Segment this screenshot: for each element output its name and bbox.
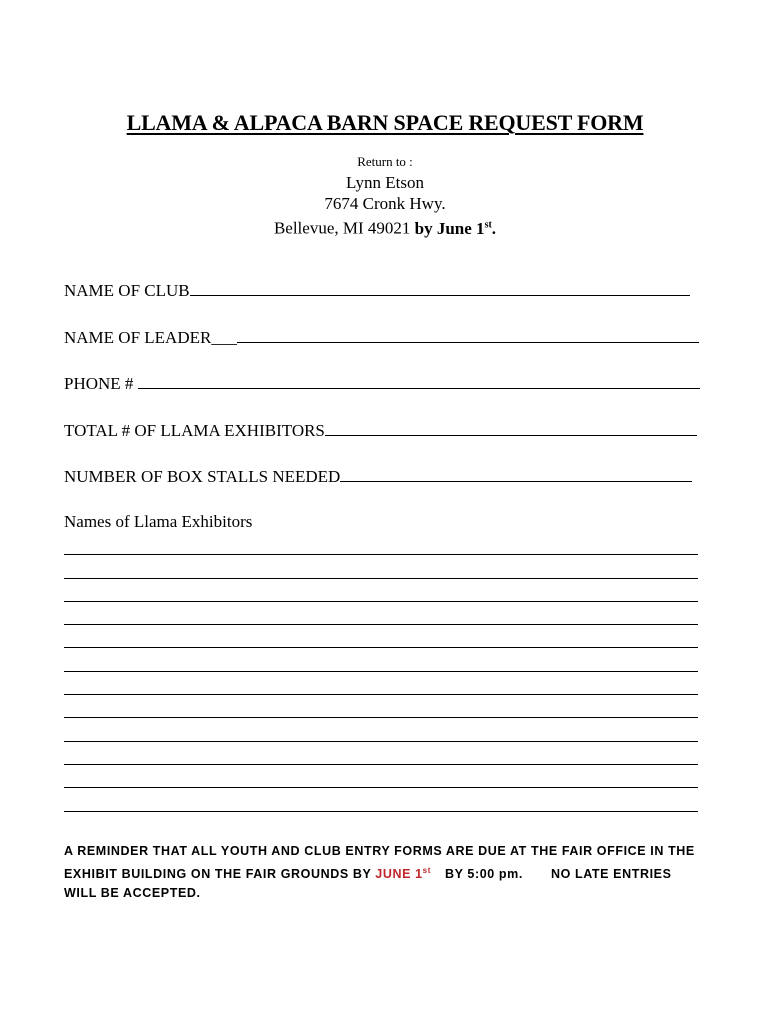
- exhibitor-name-line[interactable]: [64, 625, 698, 648]
- reminder-no-late: NO LATE ENTRIES WILL BE ACCEPTED.: [64, 867, 672, 901]
- return-to-label: Return to :: [357, 154, 413, 169]
- exhibitor-name-lines: [64, 532, 698, 812]
- exhibitor-name-line[interactable]: [64, 742, 698, 765]
- box-stalls-field[interactable]: [64, 466, 692, 487]
- leader-name-input-line[interactable]: [237, 327, 699, 343]
- exhibitor-name-line[interactable]: [64, 672, 698, 695]
- exhibitor-name-line[interactable]: [64, 718, 698, 741]
- exhibitor-name-line[interactable]: [64, 765, 698, 788]
- exhibitor-name-line[interactable]: [64, 648, 698, 671]
- total-exhibitors-input-line[interactable]: [325, 420, 697, 436]
- address-street: 7674 Cronk Hwy.: [324, 194, 446, 213]
- exhibitor-name-line[interactable]: [64, 788, 698, 811]
- reminder-date: JUNE 1st: [375, 866, 431, 882]
- box-stalls-label: NUMBER OF BOX STALLS NEEDED: [64, 467, 341, 486]
- club-name-input-line[interactable]: [190, 280, 690, 296]
- reminder-text: A REMINDER THAT ALL YOUTH AND CLUB ENTRY FORMS ARE DUE AT THE FAIR OFFICE IN THE EXHIBIT BUILDING ON THE FAIR GROUNDS BY: [64, 844, 695, 882]
- exhibitor-name-line[interactable]: [64, 602, 698, 625]
- total-exhibitors-field[interactable]: [64, 420, 697, 441]
- exhibitor-name-line[interactable]: [64, 555, 698, 578]
- box-stalls-input-line[interactable]: [340, 466, 692, 482]
- address-city: Bellevue, MI 49021: [273, 218, 411, 238]
- phone-input-line[interactable]: [138, 373, 700, 389]
- total-exhibitors-label: TOTAL # OF LLAMA EXHIBITORS: [64, 421, 325, 440]
- address-city-deadline: [0, 214, 770, 239]
- form-title: LLAMA & ALPACA BARN SPACE REQUEST FORM: [126, 110, 644, 135]
- phone-label: PHONE #: [64, 374, 134, 393]
- leader-name-label: NAME OF LEADER: [64, 328, 212, 347]
- club-name-label: NAME OF CLUB: [64, 281, 190, 300]
- exhibitor-name-line[interactable]: [64, 695, 698, 718]
- leader-name-prefill: ___: [211, 328, 237, 347]
- address-name: Lynn Etson: [346, 173, 424, 192]
- club-name-field[interactable]: [64, 280, 690, 301]
- deadline-reminder: [64, 842, 704, 903]
- reminder-time: BY 5:00 pm.: [445, 867, 523, 882]
- leader-name-field[interactable]: [64, 327, 699, 348]
- exhibitor-name-line[interactable]: [64, 579, 698, 602]
- deadline-text: by June 1st.: [414, 218, 497, 238]
- exhibitor-names-label: Names of Llama Exhibitors: [64, 512, 253, 531]
- phone-field[interactable]: [64, 373, 700, 394]
- exhibitor-name-line[interactable]: [64, 532, 698, 555]
